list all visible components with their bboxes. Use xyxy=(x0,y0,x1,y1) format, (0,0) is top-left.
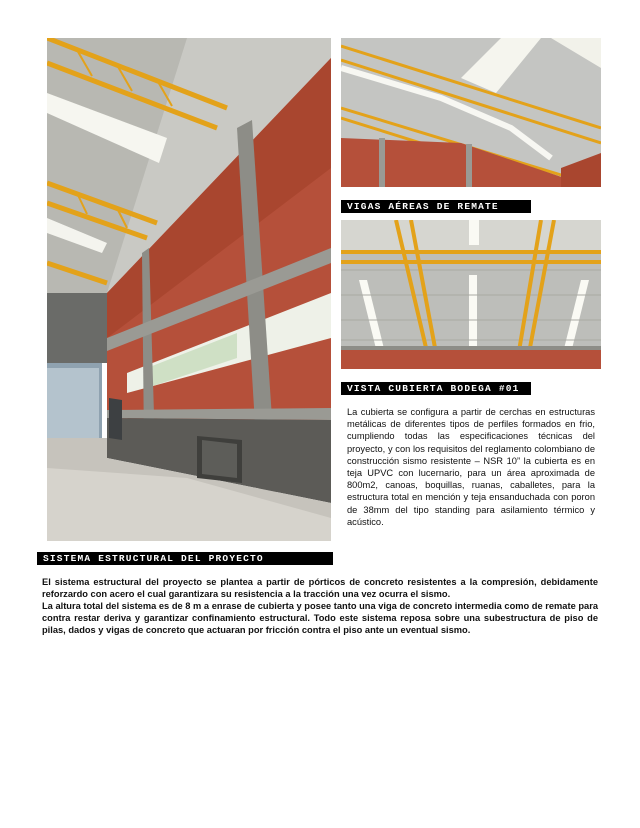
roof-description: La cubierta se configura a partir de cerchas en estructuras metálicas de diferentes tipos de perfiles formados en frio, cumpliendo todas las especificaciones técnicas del proyecto, y con los requisitos del reglamento colombiano de construcción sismo resistente – NSR 10” la cubierta es en teja UPVC con lucernario, para un área aproximada de 800m2, canoas, boquillas, ruanas, caballetes, para la estructura total en mención y teja ensanduchada con poron de 38mm del tipo standing para asilamiento térmico y acústico. xyxy=(347,407,595,527)
caption-vigas: VIGAS AÉREAS DE REMATE xyxy=(341,200,531,213)
structural-paragraph-1: El sistema estructural del proyecto se plantea a partir de pórticos de concreto resistentes a la compresión, debidamente reforzardo con acero el cual garantizara su resistencia a la tracción una vez ocurra el sismo. xyxy=(42,577,598,600)
caption-cubierta: VISTA CUBIERTA BODEGA #01 xyxy=(341,382,531,395)
structural-paragraph-2: La altura total del sistema es de 8 m a enrase de cubierta y posee tanto una viga de concreto intermedia como de remate para contra restar deriva y garantizar confinamiento estructural. Todo este sistema reposa sobre una subestructura de piso de pilas, dados y vigas de concreto que actuaran por fricción contra el piso ante un eventual sismo. xyxy=(42,601,598,636)
photo-warehouse-roof xyxy=(341,220,601,369)
photo-interior-walls xyxy=(47,38,331,541)
structural-description xyxy=(42,576,598,636)
photo-aerial-beams xyxy=(341,38,601,187)
caption-sistema-estructural: SISTEMA ESTRUCTURAL DEL PROYECTO xyxy=(37,552,333,565)
